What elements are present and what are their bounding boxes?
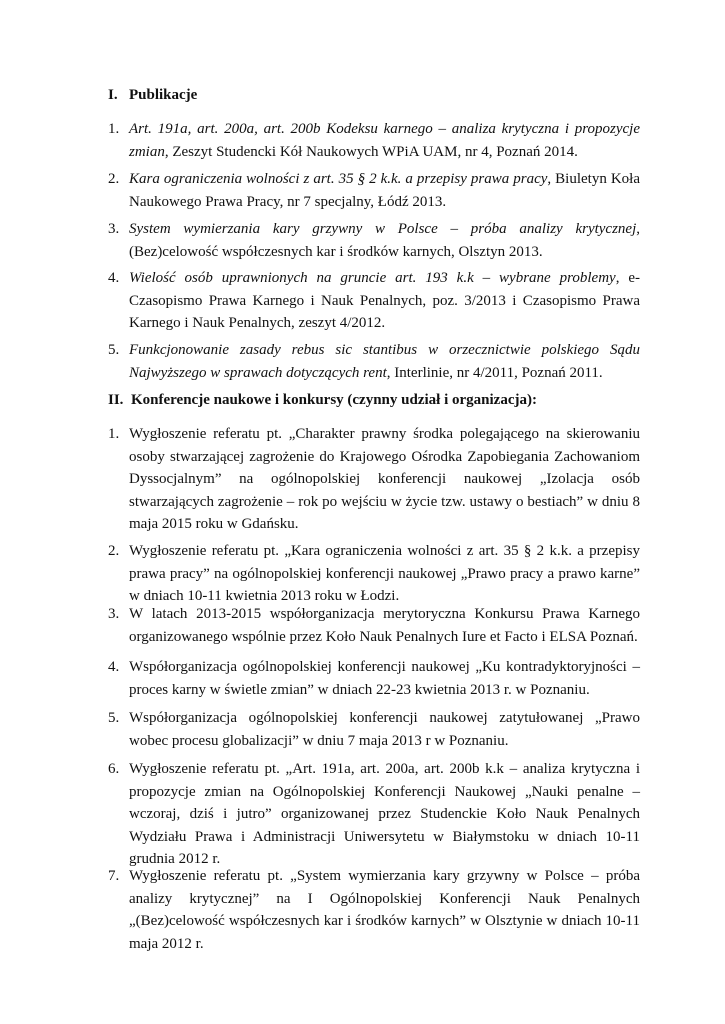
publication-title: Kara ograniczenia wolności z art. 35 § 2 k.k. a przepisy prawa pracy	[129, 171, 548, 187]
item-number: 5.	[108, 710, 120, 726]
item-text: Wygłoszenie referatu pt. „Kara ograniczenia wolności z art. 35 § 2 k.k. a przepisy prawa pracy” na ogólnopolskiej konferencji naukowej „Prawo pracy a prawo karne” w dniach 10-11 kwietnia 2013 roku w Łodzi.	[129, 543, 640, 604]
item-number: 1.	[108, 426, 120, 442]
section-title: Konferencje naukowe i konkursy (czynny udział i organizacja):	[131, 392, 537, 408]
item-number: 3.	[108, 221, 120, 237]
item-text: Współorganizacja ogólnopolskiej konferencji naukowej „Ku kontradyktoryjności – proces karny w świetle zmian” w dniach 22-23 kwietnia 2013 r. w Poznaniu.	[129, 659, 640, 698]
item-text	[129, 168, 640, 213]
item-text: Wygłoszenie referatu pt. „Art. 191a, art. 200a, art. 200b k.k – analiza krytyczna i propozycje zmian na Ogólnopolskiej Konferencji Naukowej „Nauki penalne – wczoraj, dziś i jutro” organizowanej przez Studenckie Koło Nauk Penalnych Wydziału Prawa i Administracji Uniwersytetu w Białymstoku w dniach 10-11 grudnia 2012 r.	[129, 761, 640, 867]
section-number: II.	[108, 392, 124, 408]
section-number: I.	[108, 87, 118, 103]
publication-title: Wielość osób uprawnionych na gruncie art. 193 k.k – wybrane problemy	[129, 270, 616, 286]
publication-details: , Interlinie, nr 4/2011, Poznań 2011.	[386, 364, 603, 381]
item-number: 1.	[108, 121, 120, 137]
item-number: 3.	[108, 606, 120, 622]
publication-details: , (Bez)celowość współczesnych kar i środków karnych, Olsztyn 2013.	[129, 221, 640, 260]
item-number: 6.	[108, 761, 120, 777]
item-number: 4.	[108, 659, 120, 675]
item-number: 4.	[108, 270, 120, 286]
item-text: Wygłoszenie referatu pt. „System wymierzania kary grzywny w Polsce – próba analizy krytycznej” na I Ogólnopolskiej Konferencji Nauk Penalnych „(Bez)celowość współczesnych kar i środków karnych” w Olsztynie w dniach 10-11 maja 2012 r.	[129, 868, 640, 952]
item-text	[129, 118, 640, 163]
publication-details: , e-Czasopismo Prawa Karnego i Nauk Penalnych, poz. 3/2013 i Czasopismo Prawa Karnego i Nauk Penalnych, zeszyt 4/2012.	[129, 270, 641, 331]
publication-title: Funkcjonowanie zasady rebus sic stantibus w orzecznictwie polskiego Sądu Najwyższego w sprawach dotyczących rent	[129, 342, 640, 381]
publication-title: System wymierzania kary grzywny w Polsce – próba analizy krytycznej	[129, 221, 637, 237]
item-text: Współorganizacja ogólnopolskiej konferencji naukowej zatytułowanej „Prawo wobec procesu globalizacji” w dniu 7 maja 2013 r w Poznaniu.	[129, 710, 640, 749]
item-number: 7.	[108, 868, 120, 884]
publication-details: , Biuletyn Koła Naukowego Prawa Pracy, nr 7 specjalny, Łódź 2013.	[129, 171, 640, 210]
section-title: Publikacje	[129, 87, 198, 103]
item-text	[129, 267, 640, 335]
item-number: 2.	[108, 543, 120, 559]
publication-title: Art. 191a, art. 200a, art. 200b Kodeksu karnego – analiza krytyczna i propozycje zmian	[129, 121, 640, 160]
item-text: Wygłoszenie referatu pt. „Charakter prawny środka polegającego na skierowaniu osoby stwarzającej zagrożenie do Krajowego Ośrodka Zapobiegania Zachowaniom Dyssocjalnym” na ogólnopolskiej konferencji naukowej „Izolacja osób stwarzających zagrożenie – rok po wejściu w życie tzw. ustawy o bestiach” w dniu 8 maja 2015 roku w Gdańsku.	[129, 426, 640, 532]
item-text: W latach 2013-2015 współorganizacja merytoryczna Konkursu Prawa Karnego organizowanego wspólnie przez Koło Nauk Penalnych Iure et Facto i ELSA Poznań.	[129, 606, 640, 645]
item-number: 2.	[108, 171, 120, 187]
item-text	[129, 218, 640, 263]
item-text	[129, 339, 640, 384]
item-number: 5.	[108, 342, 120, 358]
publication-details: , Zeszyt Studencki Kół Naukowych WPiA UAM, nr 4, Poznań 2014.	[164, 143, 578, 160]
